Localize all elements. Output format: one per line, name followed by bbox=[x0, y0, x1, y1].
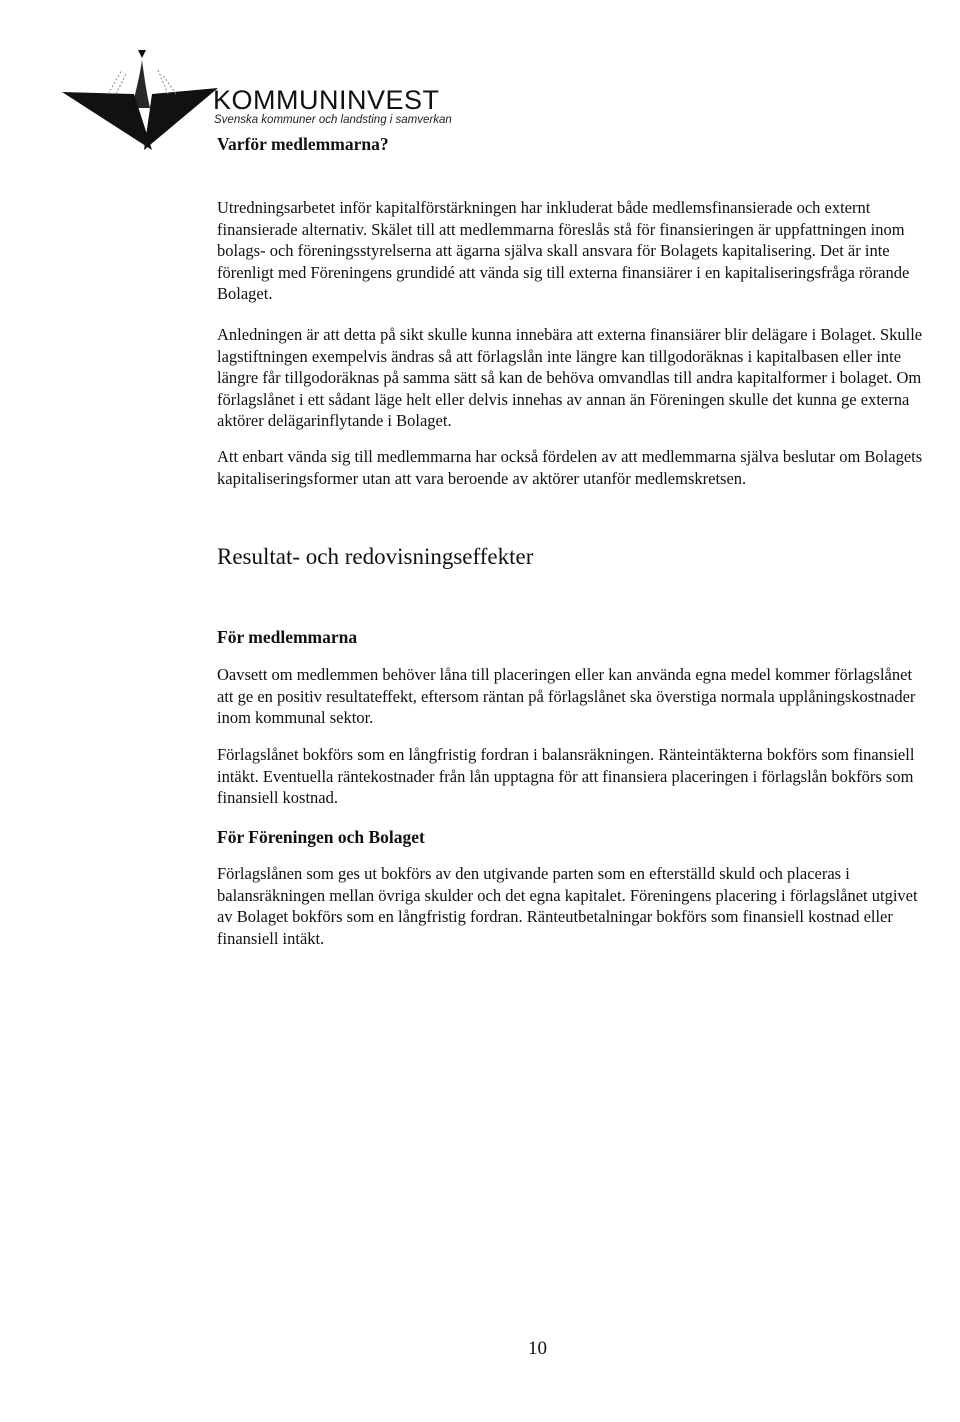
paragraph-block bbox=[217, 197, 927, 305]
paragraph-block bbox=[217, 863, 927, 949]
paragraph: Förlagslånen som ges ut bokförs av den utgivande parten som en efterställd skuld och placeras i balansräkningen mellan övriga skulder och det egna kapitalet. Föreningens placering i förlagslånet utgivet av Bolaget bokförs som en långfristig fordran. Ränteutbetalningar bokförs som finansiell kostnad eller finansiell intäkt. bbox=[217, 864, 918, 948]
paragraph-block bbox=[217, 664, 927, 729]
paragraph: Oavsett om medlemmen behöver låna till placeringen eller kan använda egna medel kommer förlagslånet att ge en positiv resultateffekt, eftersom räntan på förlagslånet ska överstiga normala upplåningskostnader inom kommunal sektor. bbox=[217, 665, 916, 727]
kommuninvest-logo-icon bbox=[60, 50, 220, 150]
section-title-results: Resultat- och redovisningseffekter bbox=[217, 544, 534, 569]
section-heading-block bbox=[217, 134, 927, 155]
section-heading-why-members: Varför medlemmarna? bbox=[217, 134, 389, 154]
section-title-block bbox=[217, 544, 927, 570]
paragraph: Förlagslånet bokförs som en långfristig fordran i balansräkningen. Ränteintäkterna bokförs som finansiell intäkt. Eventuella räntekostnader från lån upptagna för att finansiera placeringen i förlagslån bokförs som finansiell kostnad. bbox=[217, 745, 915, 807]
brand-tagline: Svenska kommuner och landsting i samverkan bbox=[214, 114, 452, 126]
page-number: 10 bbox=[528, 1338, 547, 1359]
paragraph-block bbox=[217, 744, 927, 809]
paragraph-block bbox=[217, 446, 927, 489]
subsection-heading-block bbox=[217, 627, 927, 648]
brand-name: KOMMUNINVEST bbox=[213, 85, 440, 115]
subsection-heading-association: För Föreningen och Bolaget bbox=[217, 827, 425, 847]
paragraph: Anledningen är att detta på sikt skulle kunna innebära att externa finansiärer blir delägare i Bolaget. Skulle lagstiftningen exempelvis ändras så att förlagslån inte längre kan tillgodoräknas i kapitalbasen eller inte längre får tillgodoräknas på samma sätt så kan de behöva omvandlas till andra kapitalformer i bolaget. Om förlagslånet i ett sådant läge helt eller delvis innehas av annan än Föreningen skulle det kunna ge externa aktörer delägarinflytande i Bolaget. bbox=[217, 325, 923, 430]
paragraph: Att enbart vända sig till medlemmarna har också fördelen av att medlemmarna själva beslutar om Bolagets kapitaliseringsformer utan att vara beroende av aktörer utanför medlemskretsen. bbox=[217, 447, 923, 488]
paragraph: Utredningsarbetet inför kapitalförstärkningen har inkluderat både medlemsfinansierade och externt finansierade alternativ. Skälet till att medlemmarna föreslås stå för finansieringen är uppfattningen inom bolags- och föreningsstyrelserna att ägarna själva skall ansvara för Bolagets kapitalisering. Det är inte förenligt med Föreningens grundidé att vända sig till externa finansiärer i en kapitaliseringsfråga rörande Bolaget. bbox=[217, 198, 910, 303]
subsection-heading-block bbox=[217, 827, 927, 848]
paragraph-block bbox=[217, 324, 927, 432]
subsection-heading-members: För medlemmarna bbox=[217, 627, 358, 647]
